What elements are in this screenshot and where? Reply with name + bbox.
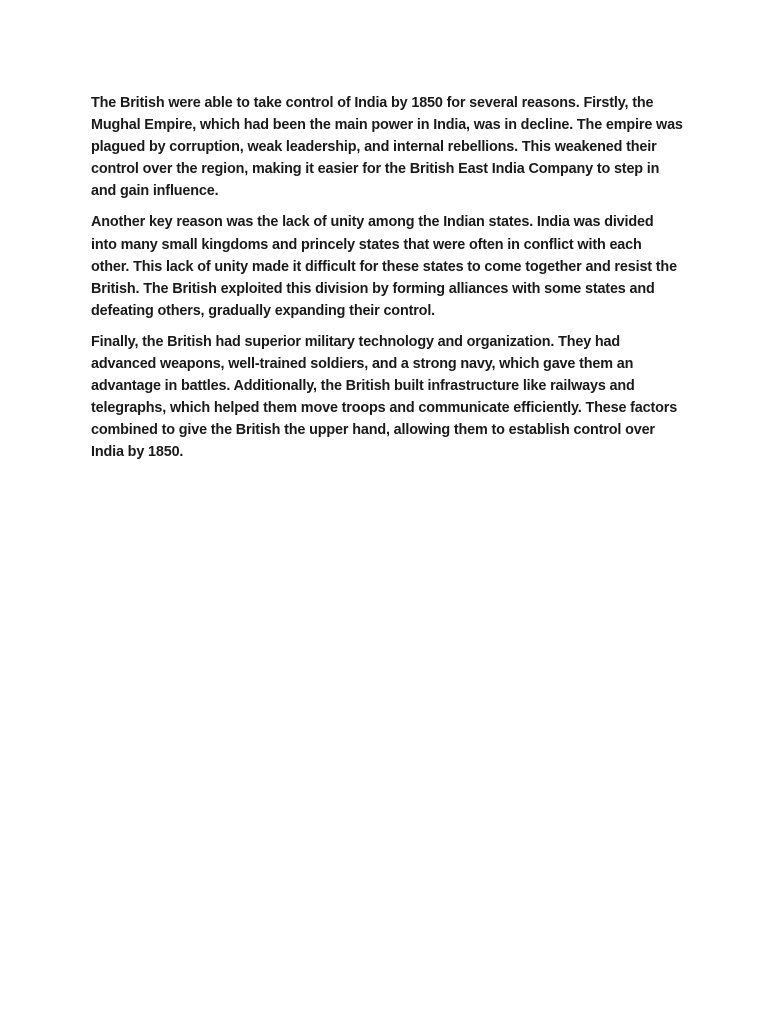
paragraph-3: Finally, the British had superior military technology and organization. They had advanced weapons, well-trained soldiers, and a strong navy, which gave them an advantage in battles. Additionally, the British built infrastructure like railways and telegraphs, which helped them move troops and communicate efficiently. These factors combined to give the British the upper hand, allowing them to establish control over India by 1850. [91, 333, 678, 461]
paragraph-2: Another key reason was the lack of unity among the Indian states. India was divided into many small kingdoms and princely states that were often in conflict with each other. This lack of unity made it difficult for these states to come together and resist the British. The British exploited this division by forming alliances with some states and defeating others, gradually expanding their control. [91, 214, 677, 319]
document-body [91, 92, 683, 473]
paragraph-1: The British were able to take control of India by 1850 for several reasons. Firstly, the Mughal Empire, which had been the main power in India, was in decline. The empire was plagued by corruption, weak leadership, and internal rebellions. This weakened their control over the region, making it easier for the British East India Company to step in and gain influence. [91, 95, 683, 200]
